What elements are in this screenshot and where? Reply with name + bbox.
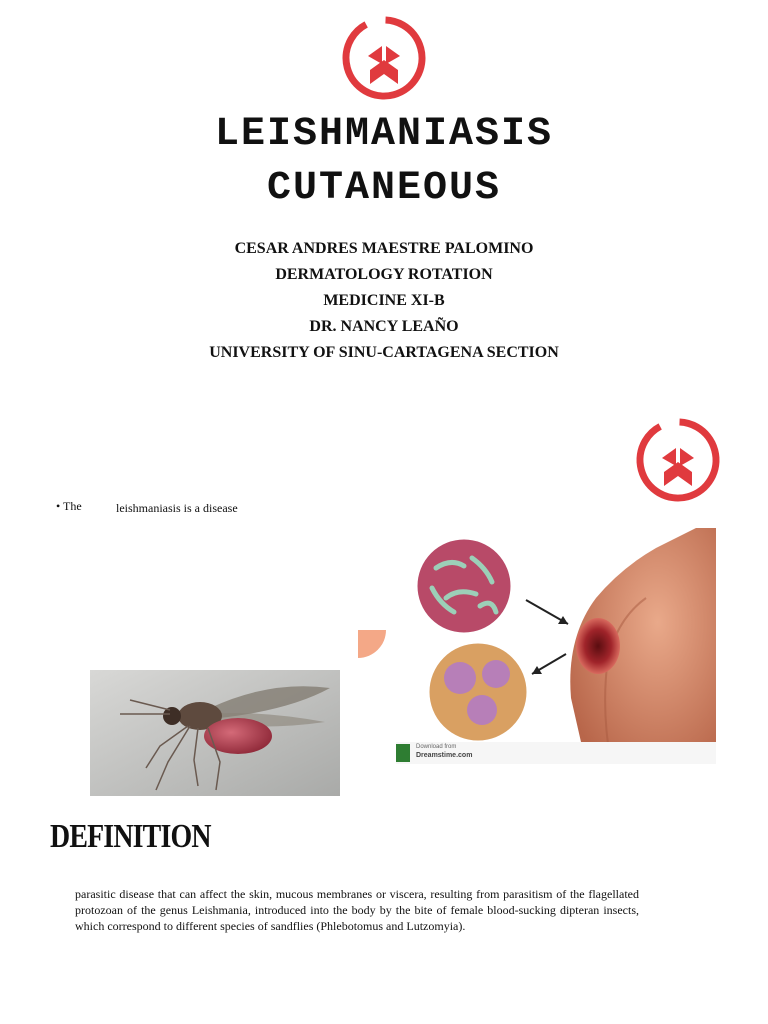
dreamstime-logo-icon <box>396 744 410 762</box>
document-title-line2: CUTANEOUS <box>266 166 502 211</box>
course-label: MEDICINE XI-B <box>323 292 445 309</box>
watermark-line1: Download from <box>416 744 457 750</box>
bullet-text: leishmaniasis is a disease <box>116 501 238 515</box>
rotation-label: DERMATOLOGY ROTATION <box>275 266 493 283</box>
university-logo-icon <box>338 12 430 104</box>
bullet-prefix: • The <box>56 499 82 513</box>
doctor-name: DR. NANCY LEAÑO <box>309 318 459 335</box>
university-name: UNIVERSITY OF SINU-CARTAGENA SECTION <box>209 344 559 361</box>
definition-paragraph: parasitic disease that can affect the skin, mucous membranes or viscera, resulting from parasitism of the flagellated protozoan of the genus Leishmania, introduced into the body by the bite of female blood-sucking dipteran insects, which correspond to different species of sandflies (Phlebotomus and Lutzomyia). <box>75 887 639 933</box>
university-logo-icon <box>632 414 724 506</box>
decorative-quarter-circle <box>358 630 386 658</box>
watermark-line2: Dreamstime.com <box>416 752 473 759</box>
author-name: CESAR ANDRES MAESTRE PALOMINO <box>234 240 534 257</box>
document-title-line1: LEISHMANIASIS <box>214 112 554 157</box>
leishmaniasis-illustration <box>396 528 716 764</box>
definition-heading: DEFINITION <box>50 818 211 855</box>
sandfly-photo <box>90 670 340 796</box>
